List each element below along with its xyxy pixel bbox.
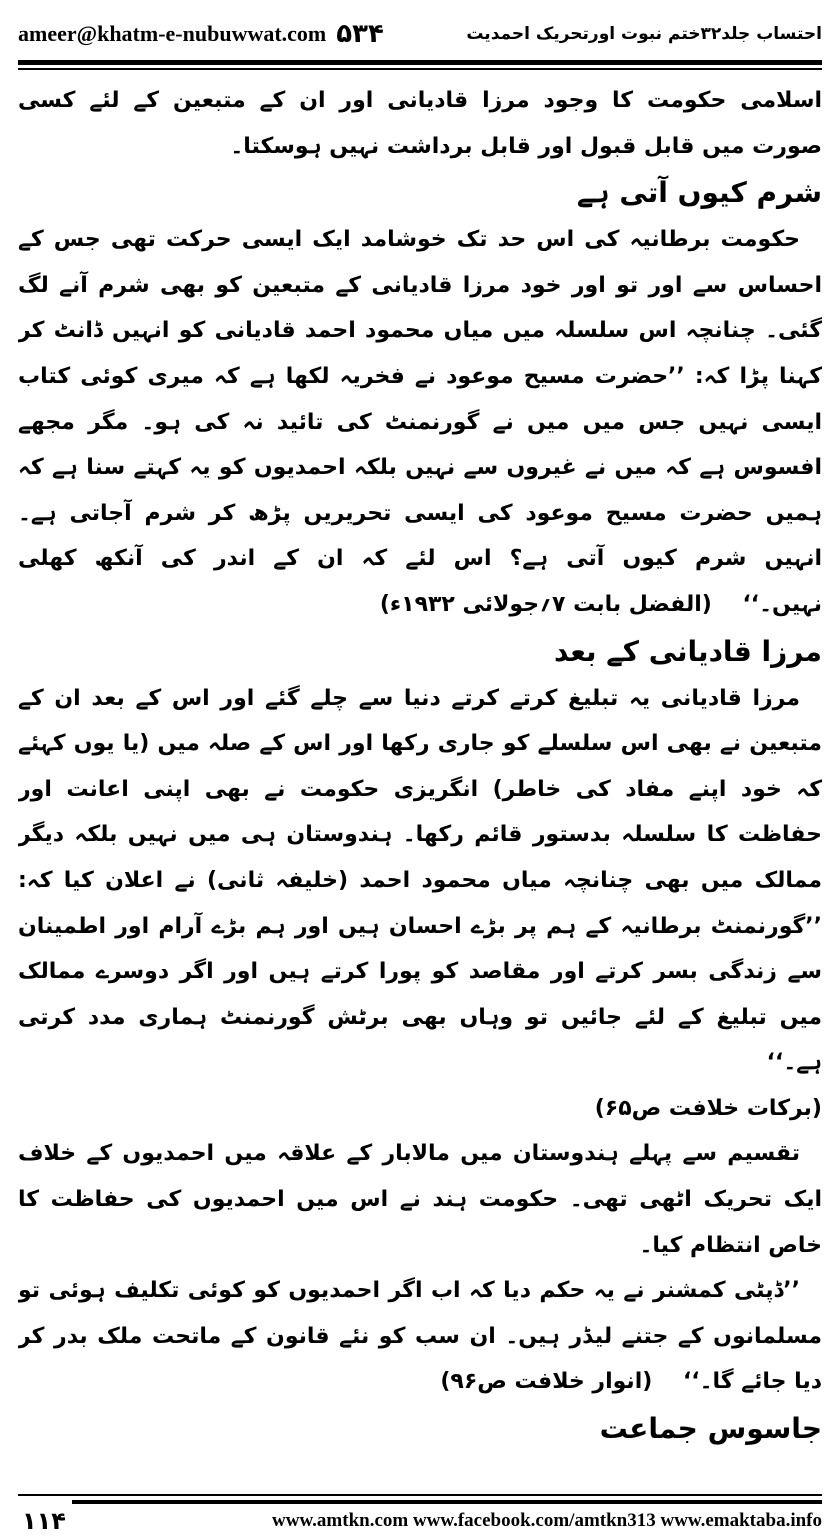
- citation-anwar: (انوار خلافت ص۹۶): [440, 1369, 653, 1395]
- citation-barakat: (برکات خلافت ص۶۵): [594, 1095, 822, 1121]
- paragraph-5-text: ’’ڈپٹی کمشنر نے یہ حکم دیا کہ اب اگر احمدیوں کو کوئی تکلیف ہوئی تو مسلمانوں کے جتنے لیڈر ہیں۔ ان سب کو نئے قانون کے ماتحت ملک بدر کر دیا جائے گا۔‘‘: [18, 1278, 822, 1395]
- running-title: احتساب جلد۳۲ختم نبوت اورتحریک احمدیت: [466, 24, 822, 44]
- footer-rule-thick: [72, 1500, 822, 1504]
- footer-page-number: ۱۱۴: [22, 1507, 66, 1535]
- paragraph-2-text: حکومت برطانیہ کی اس حد تک خوشامد ایک ایسی حرکت تھی جس کے احساس سے اور تو اور خود مرزا قادیانی کے متبعین کو بھی شرم آنے لگ گئی۔ چنانچہ اس سلسلہ میں میاں محمود احمد قادیانی کو انہیں ڈانٹ کر کہنا پڑا کہ: ’’حضرت مسیح موعود نے فخریہ لکھا ہے کہ میری کوئی کتاب ایسی نہیں جس میں میں نے گورنمنٹ کی تائید نہ کی ہو۔ مگر مجھے افسوس ہے کہ میں نے غیروں سے نہیں بلکہ احمدیوں کو یہ کہتے سنا ہے کہ ہمیں حضرت مسیح موعود کی ایسی تحریریں پڑھ کر شرم آجاتی ہے۔ انہیں شرم کیوں آتی ہے؟ اس لئے کہ ان کے اندر کی آنکھ کھلی نہیں۔‘‘: [18, 227, 822, 617]
- footer-urls: www.amtkn.com www.facebook.com/amtkn313 www.emaktaba.info: [272, 1510, 822, 1531]
- header-rule-thick: [18, 60, 822, 65]
- header-page-number: ۵۳۴: [336, 19, 384, 49]
- heading-sharam: شرم کیوں آتی ہے: [576, 176, 822, 210]
- paragraph-1: اسلامی حکومت کا وجود مرزا قادیانی اور ان کے متبعین کے لئے کسی صورت میں قابل قبول اور قابل برداشت نہیں ہوسکتا۔: [18, 88, 822, 159]
- paragraph-2: [18, 217, 822, 627]
- page-header: [18, 14, 822, 54]
- paragraph-5: [18, 1268, 822, 1405]
- page-footer: [18, 1506, 822, 1536]
- paragraph-3: مرزا قادیانی یہ تبلیغ کرتے کرتے دنیا سے چلے گئے اور اس کے بعد ان کے متبعین نے بھی اس سلسلے کو جاری رکھا اور اس کے صلہ میں (یا یوں کہئے کہ خود اپنے مفاد کی خاطر) انگریزی حکومت نے بھی اپنی اعانت اور حفاظت کا سلسلہ بدستور قائم رکھا۔ ہندوستان ہی میں نہیں بلکہ دیگر ممالک میں بھی چنانچہ میاں محمود احمد (خلیفہ ثانی) نے اعلان کیا کہ: ’’گورنمنٹ برطانیہ کے ہم پر بڑے احسان ہیں اور ہم بڑے آرام اور اطمینان سے زندگی بسر کرتے اور مقاصد کو پورا کرتے ہیں اور اگر دوسرے ممالک میں تبلیغ کے لئے جائیں تو وہاں بھی برٹش گورنمنٹ ہماری مدد کرتی ہے۔‘‘: [18, 685, 822, 1076]
- paragraph-6: [18, 1453, 822, 1460]
- header-left: [18, 19, 384, 49]
- page-body: [18, 78, 822, 1460]
- header-email: ameer@khatm-e-nubuwwat.com: [18, 21, 327, 46]
- footer-rule-thin: [18, 1494, 822, 1496]
- citation-alfazl: (الفضل بابت ۷؍جولائی ۱۹۳۲ء): [379, 591, 712, 617]
- heading-after-mirza: مرزا قادیانی کے بعد: [554, 634, 822, 668]
- header-rule-thin: [18, 68, 822, 70]
- heading-jasoos: جاسوس جماعت: [599, 1412, 822, 1446]
- paragraph-4: تقسیم سے پہلے ہندوستان میں مالابار کے علاقہ میں احمدیوں کے خلاف ایک تحریک اٹھی تھی۔ حکومت ہند نے اس میں احمدیوں کی حفاظت کا خاص انتظام کیا۔: [18, 1141, 822, 1258]
